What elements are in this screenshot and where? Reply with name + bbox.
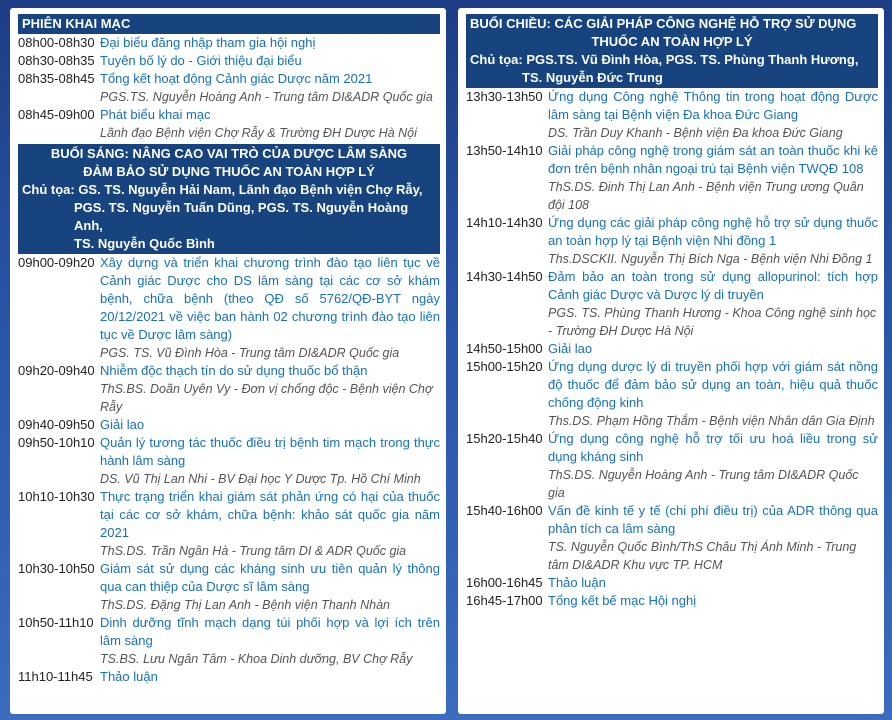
agenda-item-time: 08h35-08h45 xyxy=(18,71,95,86)
morning-chair-line3: TS. Nguyễn Quốc Bình xyxy=(74,236,215,251)
agenda-item xyxy=(18,52,440,70)
agenda-item-title: Quản lý tương tác thuốc điều trị bệnh tim mạch trong thực hành lâm sàng xyxy=(100,435,440,468)
agenda-item-title: Ứng dụng Công nghệ Thông tin trong hoạt động Dược lâm sàng tại Bệnh viện Đa khoa Đức Giang xyxy=(548,89,878,122)
agenda-item-time: 14h10-14h30 xyxy=(466,215,543,230)
agenda-item-speaker: PGS.TS. Nguyễn Hoàng Anh - Trung tâm DI&ADR Quốc gia xyxy=(100,90,433,104)
agenda-item-title: Tổng kết bế mạc Hội nghị xyxy=(548,593,697,608)
agenda-item xyxy=(18,434,440,488)
agenda-item-time: 13h30-13h50 xyxy=(466,89,543,104)
agenda-item-body xyxy=(100,614,440,668)
agenda-item xyxy=(466,358,878,430)
agenda-item-title: Nhiễm độc thạch tín do sử dụng thuốc bổ thận xyxy=(100,363,368,378)
agenda-item xyxy=(18,362,440,416)
agenda-item-body xyxy=(100,434,440,488)
agenda-item-body xyxy=(548,574,878,592)
agenda-item-title: Tổng kết hoạt động Cảnh giác Dược năm 2021 xyxy=(100,71,373,86)
agenda-item-time: 10h30-10h50 xyxy=(18,561,95,576)
agenda-item-title: Phát biểu khai mạc xyxy=(100,107,211,122)
morning-session-list xyxy=(18,254,440,686)
afternoon-session-title-line2: THUỐC AN TOÀN HỢP LÝ xyxy=(591,34,753,49)
agenda-item-title: Đảm bảo an toàn trong sử dụng allopurinol: tích hợp Cảnh giác Dược và Dược lý di truyền xyxy=(548,269,878,302)
afternoon-chair-line2: TS. Nguyễn Đức Trung xyxy=(522,70,663,85)
agenda-item-speaker: Lãnh đạo Bệnh viện Chợ Rẫy & Trường ĐH Dược Hà Nội xyxy=(100,126,417,140)
agenda-item-body xyxy=(100,488,440,560)
morning-session-header xyxy=(18,144,440,254)
agenda-item-speaker: Ths.DSCKII. Nguyễn Thị Bích Nga - Bệnh viện Nhi Đồng 1 xyxy=(548,252,873,266)
agenda-item-speaker: ThS.DS. Trần Ngân Hà - Trung tâm DI & ADR Quốc gia xyxy=(100,544,407,558)
agenda-item-body xyxy=(548,502,878,574)
agenda-item-speaker: ThS.DS. Đinh Thị Lan Anh - Bệnh viện Trung ương Quân đội 108 xyxy=(548,180,864,212)
agenda-item-body xyxy=(100,70,440,106)
agenda-item-speaker: TS.BS. Lưu Ngân Tâm - Khoa Dinh dưỡng, BV Chợ Rẫy xyxy=(100,652,413,666)
agenda-item-time: 14h50-15h00 xyxy=(466,341,543,356)
agenda-item xyxy=(18,668,440,686)
afternoon-chair-line1: Chủ tọa: PGS.TS. Vũ Đình Hòa, PGS. TS. Phùng Thanh Hương, xyxy=(470,52,859,67)
agenda-item-time: 10h50-11h10 xyxy=(18,615,94,630)
morning-chair-line1: Chủ tọa: GS. TS. Nguyễn Hải Nam, Lãnh đạo Bệnh viện Chợ Rẫy, xyxy=(22,182,423,197)
agenda-item-body xyxy=(100,362,440,416)
agenda-item-time: 15h00-15h20 xyxy=(466,359,543,374)
agenda-item-title: Giám sát sử dụng các kháng sinh ưu tiên quản lý thông qua can thiệp của Dược sĩ lâm sàng xyxy=(100,561,440,594)
agenda-item-time: 09h40-09h50 xyxy=(18,417,95,432)
agenda-item-body xyxy=(100,668,440,686)
opening-session-list xyxy=(18,34,440,142)
agenda-item-time: 09h50-10h10 xyxy=(18,435,95,450)
agenda-item-time: 14h30-14h50 xyxy=(466,269,543,284)
agenda-item xyxy=(18,488,440,560)
opening-session-header xyxy=(18,14,440,34)
agenda-item-body xyxy=(548,142,878,214)
agenda-item-title: Xây dựng và triển khai chương trình đào tạo liên tục về Cảnh giác Dược cho DS lâm sàng tại các cơ sở khám bệnh, chữa bệnh (theo QĐ số 5762/QĐ-BYT ngày 20/12/2021 về việc ban hành 02 chương trình đào tạo liên tục về Dược lâm sàng) xyxy=(100,255,440,342)
agenda-item-body xyxy=(548,430,878,502)
agenda-item-speaker: ThS.DS. Nguyễn Hoàng Anh - Trung tâm DI&ADR Quốc gia xyxy=(548,468,859,500)
morning-agenda-panel xyxy=(10,8,446,714)
agenda-item xyxy=(18,254,440,362)
morning-session-title-line1: BUỔI SÁNG: NÂNG CAO VAI TRÒ CỦA DƯỢC LÂM SÀNG xyxy=(50,146,408,161)
opening-session-title: PHIÊN KHAI MẠC xyxy=(22,16,131,31)
agenda-item-speaker: DS. Vũ Thị Lan Nhi - BV Đại học Y Dược Tp. Hồ Chí Minh xyxy=(100,472,421,486)
morning-session-title-line2: ĐẢM BẢO SỬ DỤNG THUỐC AN TOÀN HỢP LÝ xyxy=(83,164,375,179)
agenda-item-title: Ứng dụng các giải pháp công nghệ hỗ trợ sử dụng thuốc an toàn hợp lý tại Bệnh viện Nhi đồng 1 xyxy=(548,215,878,248)
agenda-item-body xyxy=(548,268,878,340)
agenda-item-title: Ứng dụng dược lý di truyền phối hợp với giám sát nồng độ thuốc để đảm bảo sử dụng an toàn, hiệu quả thuốc chống động kinh xyxy=(548,359,878,410)
agenda-item-title: Giải lao xyxy=(100,417,145,432)
agenda-item-speaker: DS. Trần Duy Khanh - Bệnh viện Đa khoa Đức Giang xyxy=(548,126,843,140)
agenda-item-body xyxy=(100,34,440,52)
agenda-item-speaker: PGS. TS. Phùng Thanh Hương - Khoa Công nghệ sinh học - Trường ĐH Dược Hà Nội xyxy=(548,306,877,338)
agenda-item-body xyxy=(548,214,878,268)
afternoon-session-title-line1: BUỔI CHIỀU: CÁC GIẢI PHÁP CÔNG NGHỆ HỖ TRỢ SỬ DỤNG xyxy=(470,16,857,31)
afternoon-session-list xyxy=(466,88,878,610)
agenda-item xyxy=(466,574,878,592)
agenda-item xyxy=(466,214,878,268)
agenda-item-title: Thảo luận xyxy=(100,669,158,684)
agenda-item-body xyxy=(100,416,440,434)
agenda-item xyxy=(18,34,440,52)
agenda-item xyxy=(466,592,878,610)
agenda-item xyxy=(18,560,440,614)
agenda-item xyxy=(466,88,878,142)
agenda-item-body xyxy=(548,358,878,430)
agenda-item-time: 08h45-09h00 xyxy=(18,107,95,122)
agenda-item-time: 15h20-15h40 xyxy=(466,431,543,446)
agenda-item-body xyxy=(100,52,440,70)
agenda-item xyxy=(466,502,878,574)
agenda-item-speaker: TS. Nguyễn Quốc Bình/ThS Châu Thị Ánh Minh - Trung tâm DI&ADR Khu vực TP. HCM xyxy=(548,540,857,572)
agenda-item-time: 09h20-09h40 xyxy=(18,363,95,378)
agenda-item-speaker: Ths.DS. Phạm Hồng Thắm - Bệnh viện Nhân dân Gia Định xyxy=(548,414,875,428)
morning-chair-line2: PGS. TS. Nguyễn Tuấn Dũng, PGS. TS. Nguyễn Hoàng Anh, xyxy=(74,200,409,233)
agenda-item-speaker: PGS. TS. Vũ Đình Hòa - Trung tâm DI&ADR Quốc gia xyxy=(100,346,400,360)
agenda-item-title: Tuyên bố lý do - Giới thiệu đại biểu xyxy=(100,53,302,68)
agenda-item-body xyxy=(100,106,440,142)
agenda-item xyxy=(466,268,878,340)
agenda-item-speaker: ThS.DS. Đặng Thị Lan Anh - Bệnh viện Thanh Nhàn xyxy=(100,598,390,612)
agenda-item-time: 16h45-17h00 xyxy=(466,593,543,608)
agenda-item-body xyxy=(548,340,878,358)
agenda-item-title: Thảo luận xyxy=(548,575,606,590)
agenda-item xyxy=(18,416,440,434)
agenda-item-title: Giải pháp công nghệ trong giám sát an toàn thuốc khi kê đơn trên bệnh nhân ngoại trú tại Bệnh viện TWQĐ 108 xyxy=(548,143,878,176)
agenda-item-title: Đại biểu đăng nhập tham gia hội nghị xyxy=(100,35,316,50)
agenda-item-time: 15h40-16h00 xyxy=(466,503,543,518)
agenda-item-title: Vấn đề kinh tế y tế (chi phí điều trị) của ADR thông qua phân tích ca lâm sàng xyxy=(548,503,878,536)
agenda-item-title: Thực trạng triển khai giám sát phản ứng có hại của thuốc tại các cơ sở khám, chữa bệnh: khảo sát quốc gia năm 2021 xyxy=(100,489,440,540)
agenda-item-speaker: ThS.BS. Doãn Uyên Vy - Đơn vị chống độc - Bệnh viện Chợ Rẫy xyxy=(100,382,433,414)
agenda-item-time: 13h50-14h10 xyxy=(466,143,543,158)
agenda-item-body xyxy=(100,254,440,362)
agenda-item-body xyxy=(100,560,440,614)
agenda-item xyxy=(466,340,878,358)
agenda-item-body xyxy=(548,88,878,142)
agenda-item-time: 11h10-11h45 xyxy=(18,669,93,684)
agenda-item xyxy=(466,142,878,214)
agenda-item-time: 09h00-09h20 xyxy=(18,255,95,270)
agenda-item xyxy=(18,70,440,106)
agenda-item-time: 16h00-16h45 xyxy=(466,575,543,590)
afternoon-agenda-panel xyxy=(458,8,884,714)
agenda-item xyxy=(18,614,440,668)
agenda-item xyxy=(466,430,878,502)
agenda-item xyxy=(18,106,440,142)
afternoon-session-header xyxy=(466,14,878,88)
agenda-item-time: 08h00-08h30 xyxy=(18,35,95,50)
agenda-item-time: 08h30-08h35 xyxy=(18,53,95,68)
agenda-item-body xyxy=(548,592,878,610)
agenda-item-title: Giải lao xyxy=(548,341,593,356)
agenda-item-title: Ứng dụng công nghệ hỗ trợ tối ưu hoá liều trong sử dụng kháng sinh xyxy=(548,431,878,464)
agenda-item-title: Dinh dưỡng tĩnh mạch dạng túi phối hợp và lợi ích trên lâm sàng xyxy=(100,615,440,648)
agenda-item-time: 10h10-10h30 xyxy=(18,489,95,504)
